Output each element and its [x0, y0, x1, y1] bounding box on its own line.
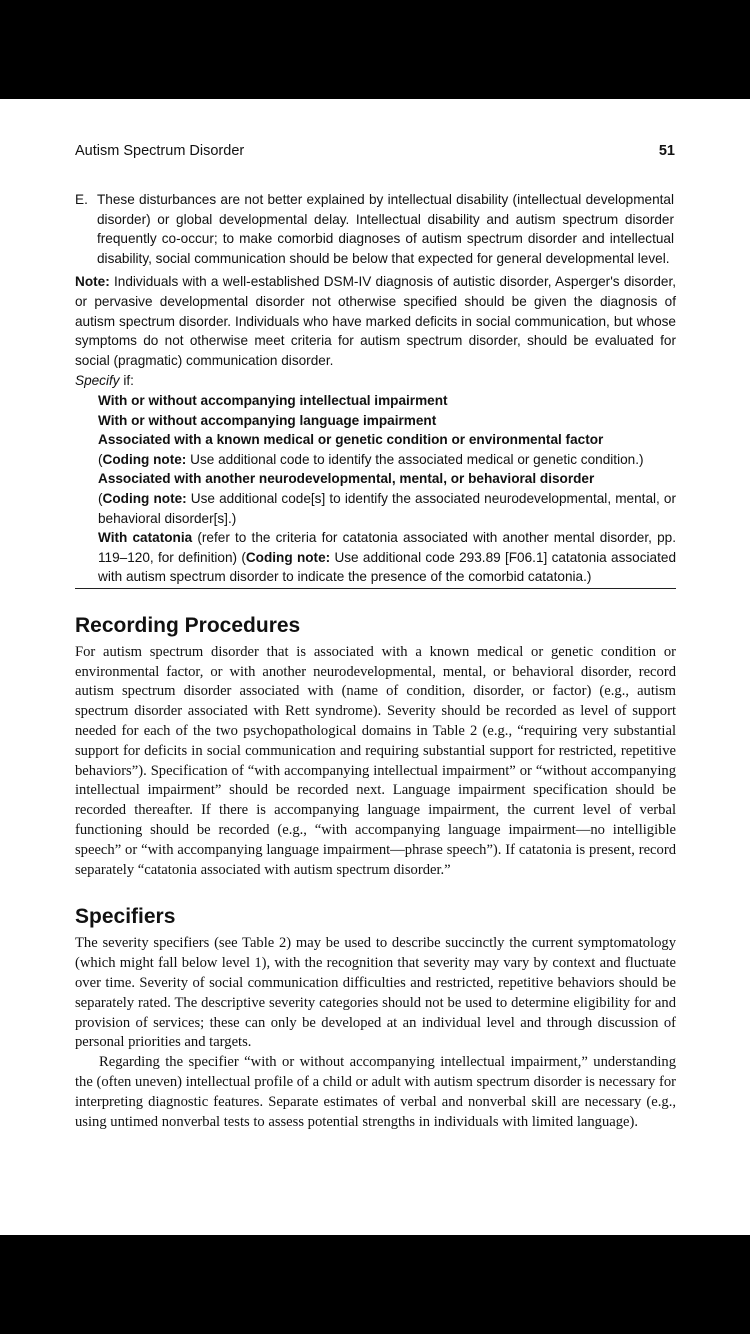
- specifier-text: (refer to the criteria for catatonia associated with another mental disorder, pp. 119–120, for definition) (: [98, 530, 676, 565]
- specifier-list: [98, 391, 676, 587]
- coding-note-label: Coding note:: [102, 490, 187, 506]
- specifiers-paragraph: The severity specifiers (see Table 2) may be used to describe succinctly the current symptomatology (which might fall below level 1), with the recognition that severity may vary by context and fluctuate over time. Severity of social communication difficulties and restricted, repetitive behaviors should be separately rated. The descriptive severity categories should not be used to determine eligibility for and provision of services; these can only be developed at an individual level and through discussion of personal priorities and targets.: [75, 935, 676, 1051]
- section-divider: [75, 588, 676, 589]
- note-text: Individuals with a well-established DSM-IV diagnosis of autistic disorder, Asperger's disorder, or pervasive developmental disorder not otherwise specified should be given the diagnosis of autism spectrum disorder. Individuals who have marked deficits in social communication, but whose symptoms do not otherwise meet criteria for autism spectrum disorder, should be evaluated for social (pragmatic) communication disorder.: [75, 274, 676, 368]
- coding-note-text: Use additional code to identify the associated medical or genetic condition.): [186, 451, 644, 467]
- specifiers-heading: Specifiers: [75, 905, 176, 929]
- specifier-item: [98, 411, 676, 431]
- specifier-item: [98, 430, 676, 469]
- specifier-title: With or without accompanying language impairment: [98, 412, 437, 428]
- coding-note-label: Coding note:: [102, 451, 187, 467]
- note-paragraph: [75, 272, 676, 370]
- specifier-title: Associated with another neurodevelopmental, mental, or behavioral disorder: [98, 471, 595, 487]
- coding-note-label: Coding note:: [245, 549, 331, 565]
- specifier-title: Associated with a known medical or genetic condition or environmental factor: [98, 432, 604, 448]
- specifiers-paragraph: Regarding the specifier “with or without accompanying intellectual impairment,” understanding the (often uneven) intellectual profile of a child or adult with autism spectrum disorder is necessary for interpreting diagnostic features. Separate estimates of verbal and nonverbal skill are necessary (e.g., using untimed nonverbal tests to assess potential strengths in individuals with limited language).: [75, 1054, 676, 1130]
- page-number: 51: [658, 143, 675, 159]
- running-title: Autism Spectrum Disorder: [75, 143, 245, 159]
- specifier-item: [98, 469, 676, 528]
- criterion-e: [75, 190, 676, 268]
- specifier-title: With or without accompanying intellectual impairment: [98, 392, 448, 408]
- specify-suffix: if:: [119, 373, 134, 389]
- recording-procedures-paragraph: For autism spectrum disorder that is associated with a known medical or genetic condition or environmental factor, or with another neurodevelopmental, mental, or behavioral disorder, record autism spectrum disorder associated with (name of condition, disorder, or factor) (e.g., autism spectrum disorder associated with Rett syndrome). Severity should be recorded as level of support needed for each of the two psychopathological domains in Table 2 (e.g., “requiring very substantial support for deficits in social communication and requiring substantial support for restricted, repetitive behaviors”). Specification of “with accompanying intellectual impairment” or “without accompanying intellectual impairment” should be recorded next. Language impairment specification should be recorded thereafter. If there is accompanying language impairment, the current level of verbal functioning should be recorded (e.g., “with accompanying language impairment—no intelligible speech” or “with accompanying language impairment—phrase speech”). If catatonia is present, record separately “catatonia associated with autism spectrum disorder.”: [75, 643, 676, 878]
- coding-open: (: [98, 490, 103, 506]
- running-header: [75, 143, 675, 159]
- specify-word: Specify: [75, 373, 120, 389]
- book-page[interactable]: [0, 99, 750, 1235]
- coding-note-text: Use additional code 293.89 [F06.1] catatonia associated with autism spectrum disorder to indicate the presence of the comorbid catatonia.): [98, 549, 677, 585]
- page-content: [75, 190, 676, 1132]
- criterion-text: These disturbances are not better explained by intellectual disability (intellectual developmental disorder) or global developmental delay. Intellectual disability and autism spectrum disorder frequently co-occur; to make comorbid diagnoses of autism spectrum disorder and intellectual disability, social communication should be below that expected for general developmental level.: [97, 192, 674, 266]
- specifier-title: With catatonia: [98, 530, 193, 546]
- specify-label: [75, 371, 676, 391]
- note-label: Note:: [75, 274, 110, 290]
- specifier-item: [98, 528, 676, 587]
- criterion-letter: E.: [75, 192, 88, 207]
- coding-note-text: Use additional code[s] to identify the associated neurodevelopmental, mental, or behavioral disorder[s].): [98, 490, 677, 526]
- coding-open: (: [98, 451, 103, 467]
- recording-procedures-heading: Recording Procedures: [75, 613, 301, 637]
- specifier-item: [98, 391, 676, 411]
